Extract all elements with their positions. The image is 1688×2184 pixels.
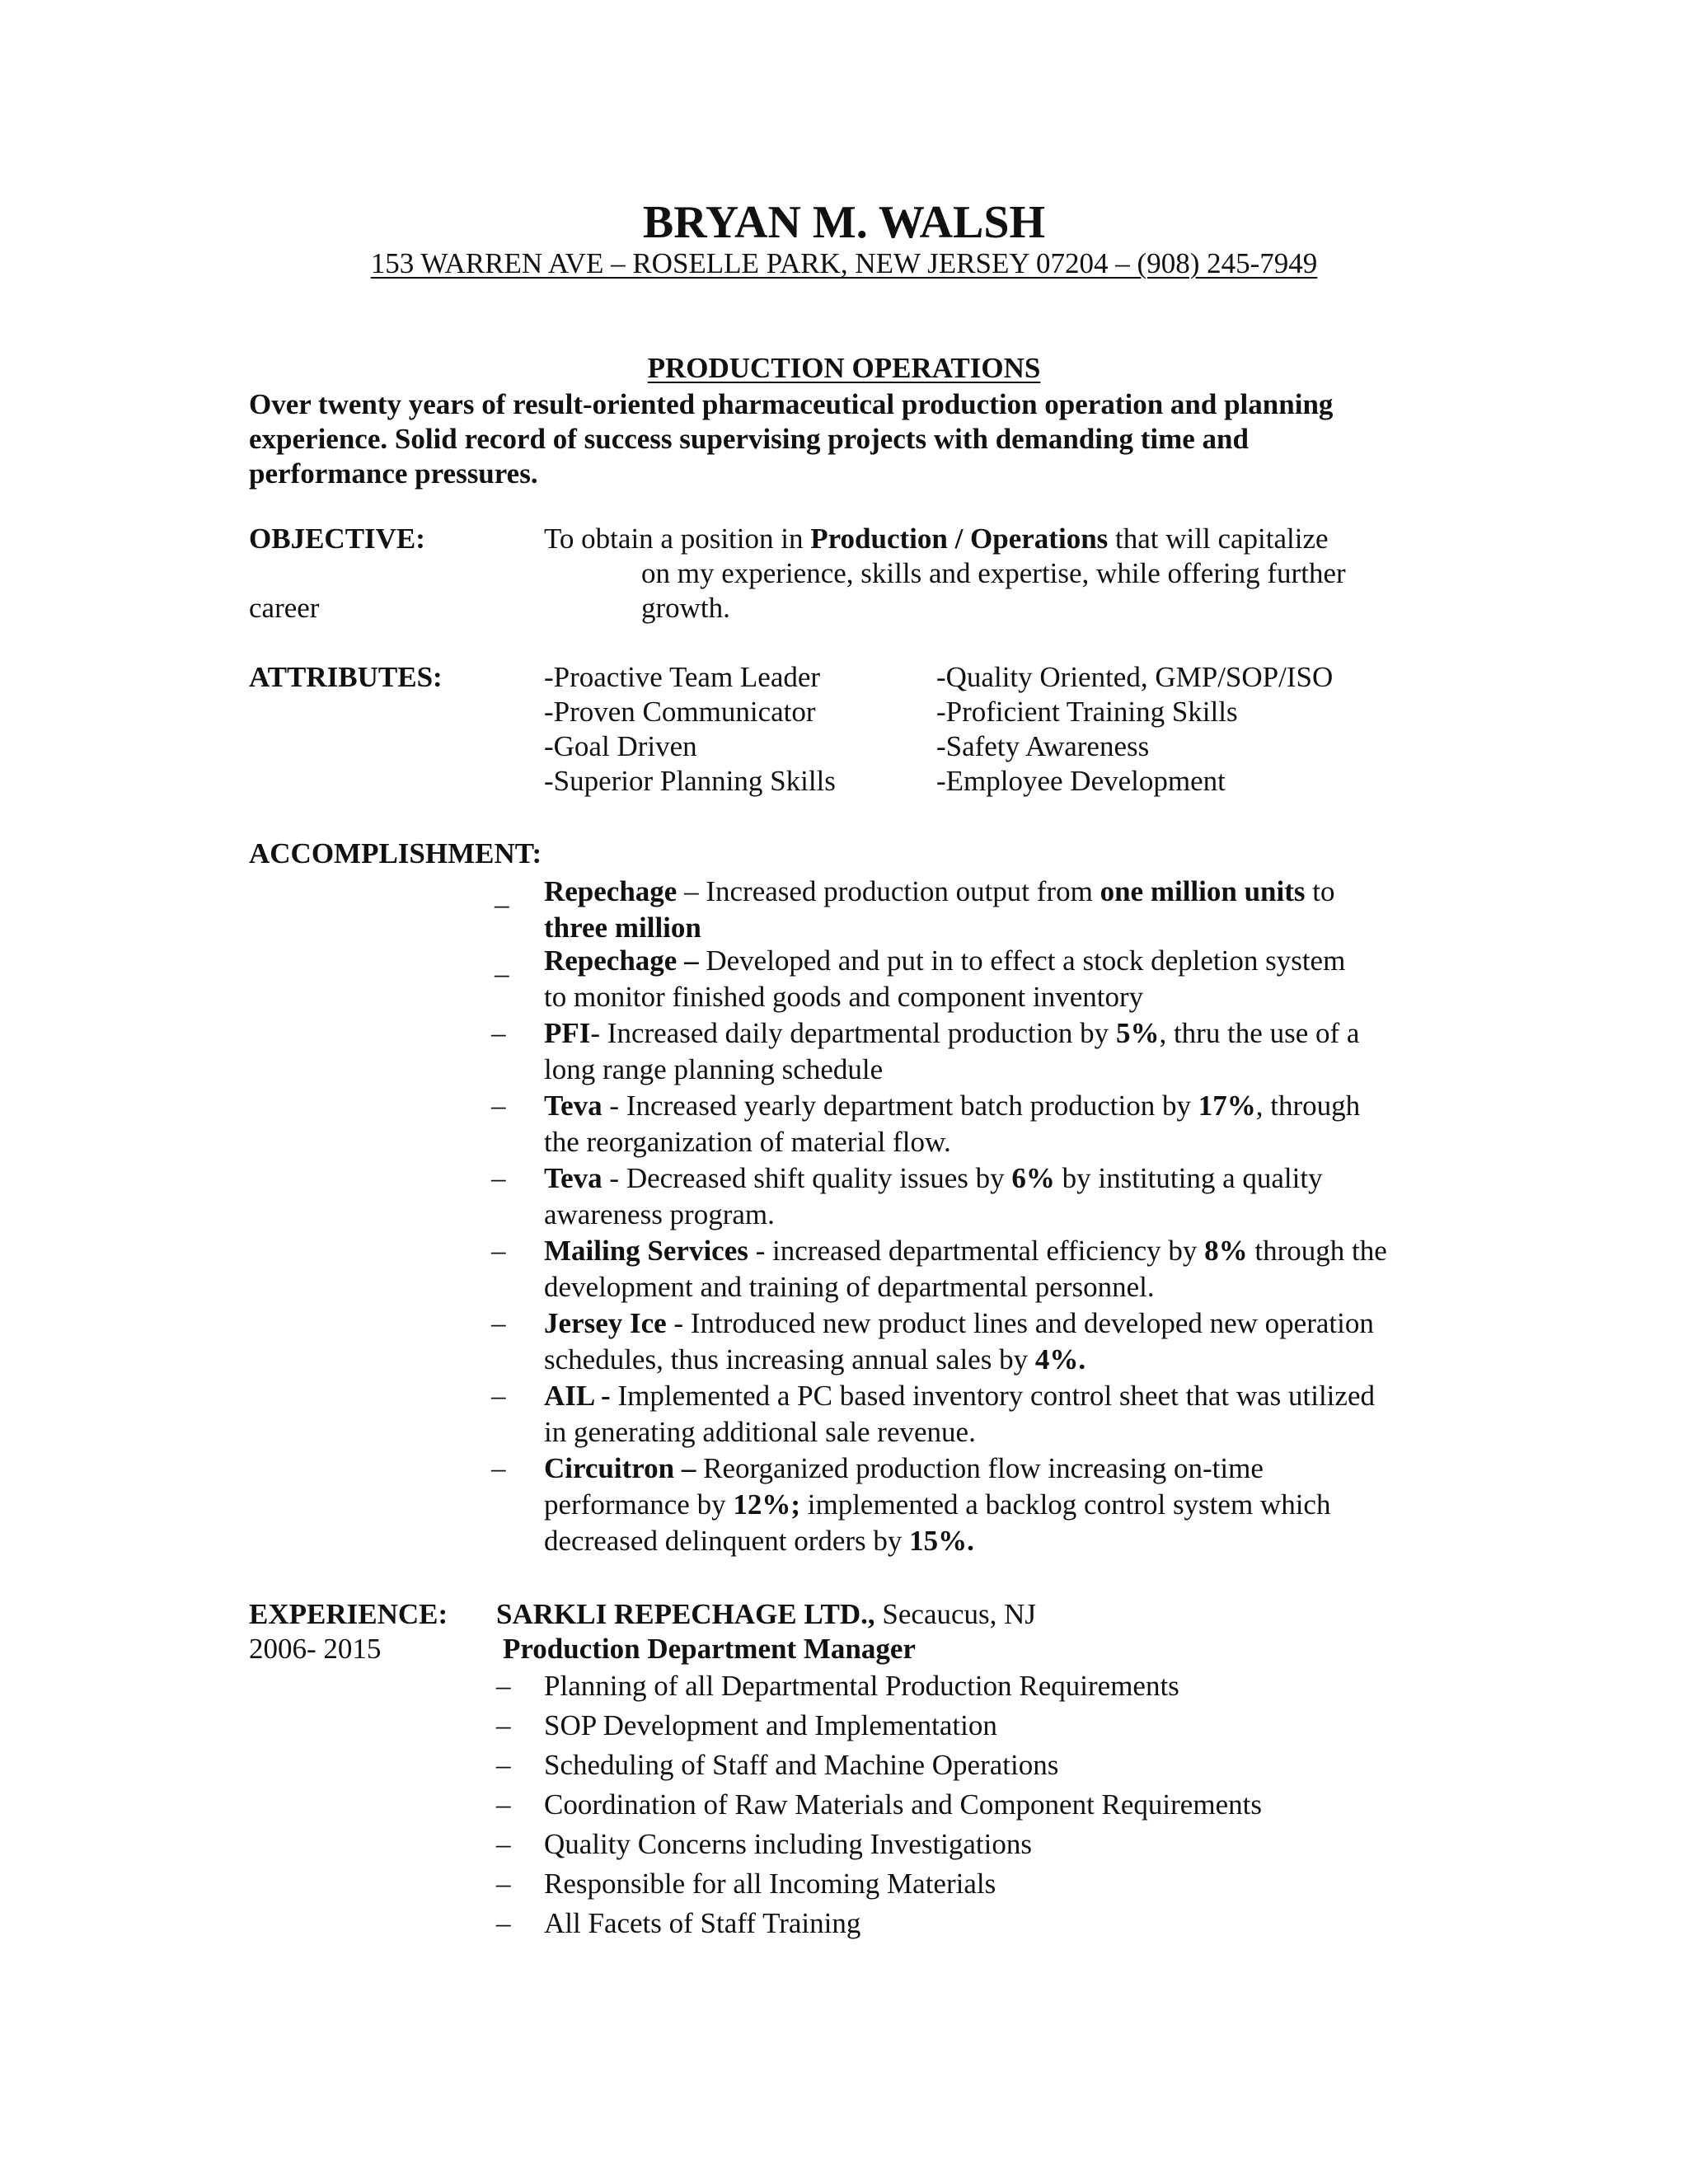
attribute-item: -Safety Awareness	[936, 730, 1150, 762]
bullet-marker: –	[496, 1788, 511, 1821]
company-name: SARKLI REPECHAGE LTD.,	[496, 1598, 875, 1630]
accomplishment-item: PFI- Increased daily departmental production by 5%, thru the use of a long range planning schedule	[544, 1017, 1360, 1085]
summary-line: Over twenty years of result-oriented pharmaceutical production operation and planning	[249, 388, 1334, 420]
attribute-item: -Proven Communicator	[544, 696, 816, 728]
objective-line-2: on my experience, skills and expertise, while offering further	[641, 557, 1346, 589]
contact-address	[0, 247, 1688, 280]
attribute-item: -Goal Driven	[544, 730, 697, 762]
bullet-marker: –	[491, 1452, 506, 1484]
bullet-marker: –	[496, 1709, 511, 1741]
job-title: Production Department Manager	[503, 1633, 916, 1665]
bullet-marker: –	[491, 1162, 506, 1194]
bullet-marker: –	[491, 1307, 506, 1339]
duty-item: Planning of all Departmental Production Requirements	[544, 1670, 1179, 1702]
bullet-marker: _	[495, 879, 509, 911]
duty-item: Scheduling of Staff and Machine Operations	[544, 1749, 1059, 1781]
bullet-marker: –	[491, 1380, 506, 1412]
accomplishment-item: AIL - Implemented a PC based inventory control sheet that was utilized in generating additional sale revenue.	[544, 1380, 1375, 1448]
objective-line-3-left: career	[249, 592, 320, 624]
accomplishment-item: Teva - Decreased shift quality issues by 6% by instituting a quality awareness program.	[544, 1162, 1323, 1230]
bullet-marker: –	[496, 1868, 511, 1900]
accomplishment-item: Repechage – Developed and put in to effect a stock depletion system to monitor finished goods and component inventory	[544, 944, 1346, 1013]
bullet-marker: –	[496, 1907, 511, 1939]
duty-item: SOP Development and Implementation	[544, 1709, 997, 1741]
duty-item: Responsible for all Incoming Materials	[544, 1868, 996, 1900]
bullet-marker: –	[491, 1017, 506, 1049]
accomplishment-item: Jersey Ice - Introduced new product lines and developed new operation schedules, thus increasing annual sales by 4%.	[544, 1307, 1374, 1376]
attribute-item: -Quality Oriented, GMP/SOP/ISO	[936, 661, 1334, 693]
summary-line: experience. Solid record of success supervising projects with demanding time and	[249, 423, 1249, 455]
experience-company-line	[496, 1597, 1036, 1632]
duty-item: Quality Concerns including Investigations	[544, 1828, 1032, 1860]
attribute-item: -Superior Planning Skills	[544, 765, 836, 797]
objective-text: that will capitalize	[1108, 523, 1329, 555]
summary-paragraph	[249, 387, 1333, 491]
accomplishment-item: Teva - Increased yearly department batch production by 17%, through the reorganization of material flow.	[544, 1090, 1361, 1158]
objective-target-role: Production / Operations	[810, 523, 1109, 555]
attribute-item: -Proactive Team Leader	[544, 661, 821, 693]
contact-address-text: 153 WARREN AVE – ROSELLE PARK, NEW JERSEY 07204 – (908) 245-7949	[370, 247, 1318, 279]
bullet-marker: –	[491, 1090, 506, 1122]
attributes-label: ATTRIBUTES:	[249, 661, 443, 693]
candidate-name: BRYAN M. WALSH	[642, 197, 1046, 248]
experience-dates: 2006- 2015	[249, 1633, 382, 1665]
attribute-item: -Proficient Training Skills	[936, 696, 1238, 728]
bullet-marker: _	[495, 948, 509, 980]
duty-item: All Facets of Staff Training	[544, 1907, 861, 1939]
bullet-marker: –	[496, 1749, 511, 1781]
accomplishment-item: Repechage – Increased production output from one million units to three million	[544, 875, 1335, 944]
company-location: Secaucus, NJ	[874, 1598, 1037, 1630]
summary-line: performance pressures.	[249, 457, 538, 490]
accomplishment-item: Circuitron – Reorganized production flow increasing on-time performance by 12%; implemented a backlog control system which decreased delinquent orders by 15%.	[544, 1452, 1331, 1557]
bullet-marker: –	[496, 1828, 511, 1860]
duty-item: Coordination of Raw Materials and Component Requirements	[544, 1788, 1262, 1821]
accomplishment-label: ACCOMPLISHMENT:	[249, 837, 542, 869]
bullet-marker: –	[496, 1670, 511, 1702]
summary-title-text: PRODUCTION OPERATIONS	[647, 352, 1041, 384]
summary-title	[0, 351, 1688, 386]
experience-label: EXPERIENCE:	[249, 1598, 448, 1630]
accomplishment-item: Mailing Services - increased departmental efficiency by 8% through the development and training of departmental personnel.	[544, 1235, 1387, 1303]
objective-text: To obtain a position in	[544, 523, 811, 555]
objective-line-1	[544, 522, 1329, 556]
bullet-marker: –	[491, 1235, 506, 1267]
attribute-item: -Employee Development	[936, 765, 1226, 797]
objective-line-3: growth.	[641, 592, 730, 624]
objective-label: OBJECTIVE:	[249, 523, 425, 555]
